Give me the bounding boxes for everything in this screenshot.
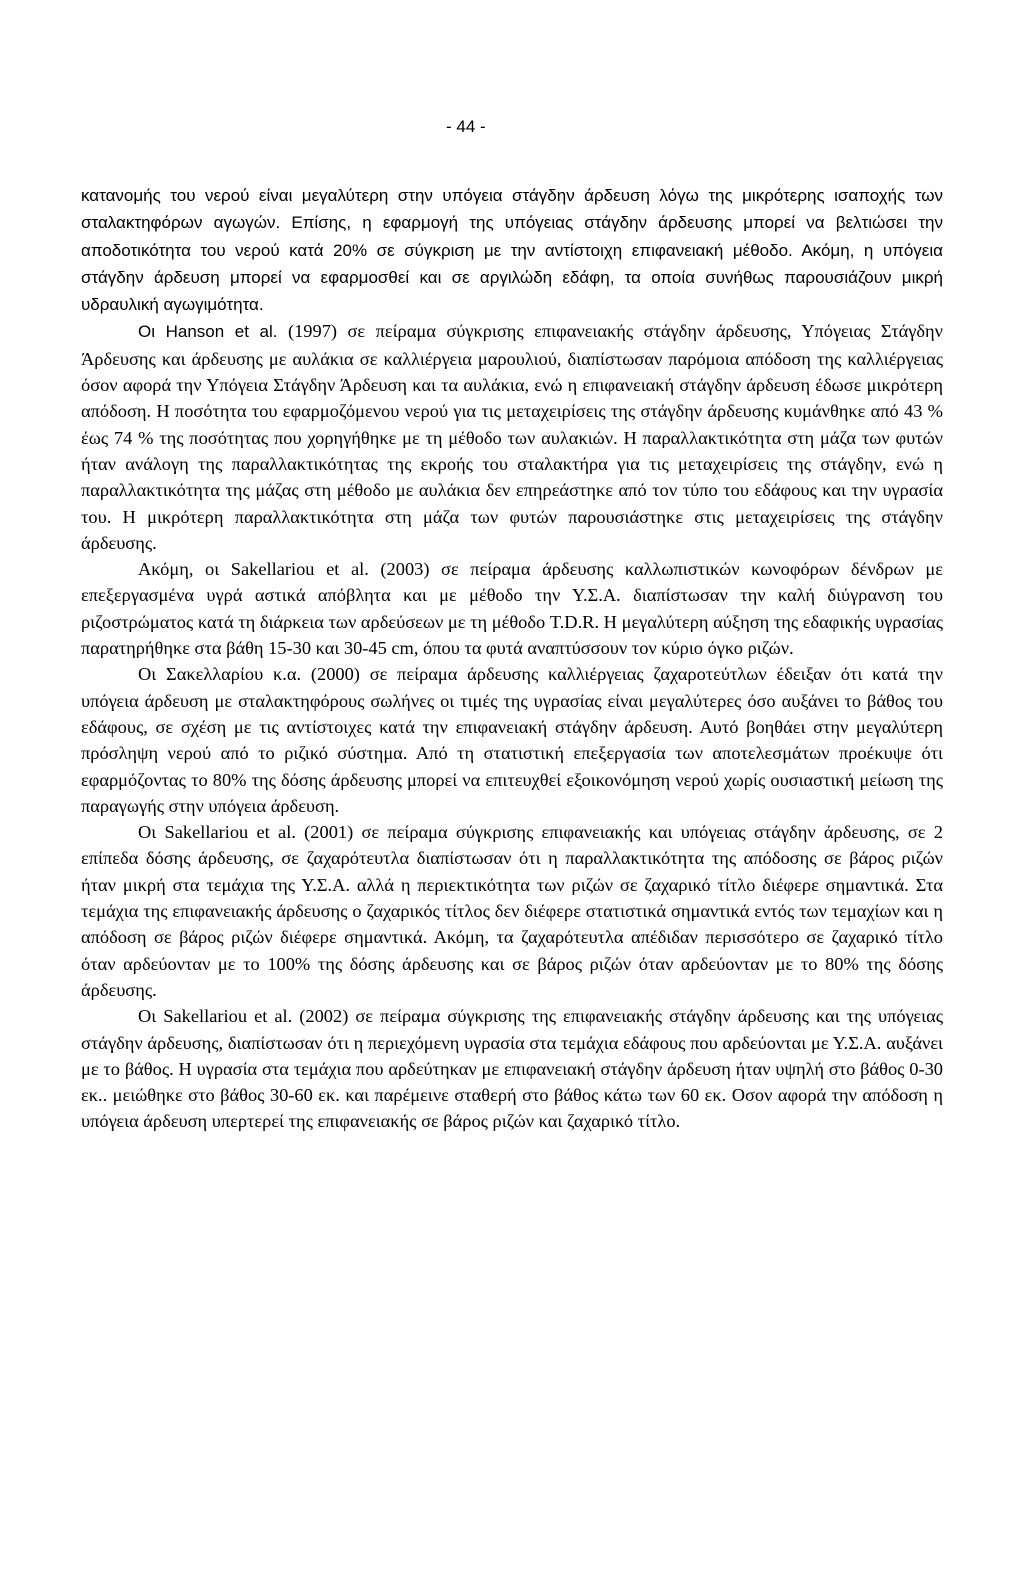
paragraph-4-text: Οι Σακελλαρίου κ.α. (2000) σε πείραμα άρδευσης καλλιέργειας ζαχαροτεύτλων έδειξαν ότι κατά την υπόγεια άρδευση με σταλακτηφόρους σωλήνες οι τιμές της υγρασίας είναι μεγαλύτερες όσο αυξάνει το βάθος του εδάφους, σε σχέση με τις αντίστοιχες κατά την επιφανειακή στάγδην άρδευση. Αυτό βοηθάει στην μεγαλύτερη πρόσληψη νερού από το ριζικό σύστημα. Από τη στατιστική επεξεργασία των αποτελεσμάτων προέκυψε ότι εφαρμόζοντας το 80% της δόσης άρδευσης μπορεί να επιτευχθεί εξοικονόμηση νερού χωρίς ουσιαστική μείωση της παραγωγής στην υπόγεια άρδευση.: [81, 664, 943, 816]
paragraph-2-lead: Οι Hanson et al.: [138, 322, 278, 342]
paragraph-2-text: (1997) σε πείραμα σύγκρισης επιφανειακής στάγδην άρδευσης, Υπόγειας Στάγδην Άρδευσης και άρδευσης με αυλάκια σε καλλιέργεια μαρουλιού, διαπίστωσαν παρόμοια απόδοση της καλλιέργειας όσον αφορά την Υπόγεια Στάγδην Άρδευση και τα αυλάκια, ενώ η επιφανειακή στάγδην άρδευση έδωσε μικρότερη απόδοση. Η ποσότητα του εφαρμοζόμενου νερού για τις μεταχειρίσεις της στάγδην άρδευσης κυμάνθηκε από 43 % έως 74 % της ποσότητας που χορηγήθηκε με τη μέθοδο των αυλακιών. Η παραλλακτικότητα στη μάζα των φυτών ήταν ανάλογη της παραλλακτικότητας της εκροής του σταλακτήρα για τις μεταχειρίσεις της στάγδην, ενώ η παραλλακτικότητα της μάζας στη μέθοδο με αυλάκια δεν επηρεάστηκε από τον τύπο του εδάφους και την υγρασία του. Η μικρότερη παραλλακτικότητα στη μάζα των φυτών παρουσιάστηκε στις μεταχειρίσεις της στάγδην άρδευσης.: [81, 321, 943, 553]
paragraph-6: [81, 1003, 943, 1134]
paragraph-1: [81, 182, 943, 318]
paragraph-3: [81, 556, 943, 661]
paragraph-4: [81, 661, 943, 819]
page-number: - 44 -: [446, 117, 486, 136]
body-text: [81, 182, 943, 1135]
paragraph-3-text: Ακόμη, οι Sakellariou et al. (2003) σε πείραμα άρδευσης καλλωπιστικών κωνοφόρων δένδρων με επεξεργασμένα υγρά αστικά απόβλητα και με μέθοδο την Υ.Σ.Α. διαπίστωσαν την καλή διύγρανση του ριζοστρώματος κατά τη διάρκεια των αρδεύσεων με τη μέθοδο T.D.R. Η μεγαλύτερη αύξηση της εδαφικής υγρασίας παρατηρήθηκε στα βάθη 15-30 και 30-45 cm, όπου τα φυτά αναπτύσσουν τον κύριο όγκο ριζών.: [81, 559, 943, 659]
paragraph-5: [81, 819, 943, 1003]
paragraph-5-text: Οι Sakellariou et al. (2001) σε πείραμα σύγκρισης επιφανειακής και υπόγειας στάγδην άρδευσης, σε 2 επίπεδα δόσης άρδευσης, σε ζαχαρότευτλα διαπίστωσαν ότι η παραλλακτικότητα της απόδοσης σε βάρος ριζών ήταν μικρή στα τεμάχια της Υ.Σ.Α. αλλά η περιεκτικότητα των ριζών σε ζαχαρικό τίτλο διέφερε σημαντικά. Στα τεμάχια της επιφανειακής άρδευσης ο ζαχαρικός τίτλος δεν διέφερε στατιστικά σημαντικά εντός των τεμαχίων και η απόδοση σε βάρος ριζών διέφερε σημαντικά. Ακόμη, τα ζαχαρότευτλα απέδιδαν περισσότερο σε ζαχαρικό τίτλο όταν αρδεύονταν με το 100% της δόσης άρδευσης και σε βάρος ριζών όταν αρδεύονταν με το 80% της δόσης άρδευσης.: [81, 822, 943, 1000]
paragraph-1-text: κατανομής του νερού είναι μεγαλύτερη στην υπόγεια στάγδην άρδευση λόγω της μικρότερης ισαποχής των σταλακτηφόρων αγωγών. Επίσης, η εφαρμογή της υπόγειας στάγδην άρδευσης μπορεί να βελτιώσει την αποδοτικότητα του νερού κατά 20% σε σύγκριση με την αντίστοιχη επιφανειακή μέθοδο. Ακόμη, η υπόγεια στάγδην άρδευση μπορεί να εφαρμοσθεί και σε αργιλώδη εδάφη, τα οποία συνήθως παρουσιάζουν μικρή υδραυλική αγωγιμότητα.: [81, 186, 943, 315]
paragraph-6-text: Οι Sakellariou et al. (2002) σε πείραμα σύγκρισης της επιφανειακής στάγδην άρδευσης και της υπόγειας στάγδην άρδευσης, διαπίστωσαν ότι η περιεχόμενη υγρασία στα τεμάχια εδάφους που αρδεύονται με Υ.Σ.Α. αυξάνει με το βάθος. Η υγρασία στα τεμάχια που αρδεύτηκαν με επιφανειακή στάγδην άρδευση ήταν υψηλή στο βάθος 0-30 εκ.. μειώθηκε στο βάθος 30-60 εκ. και παρέμεινε σταθερή στο βάθος κάτω των 60 εκ. Οσον αφορά την απόδοση η υπόγεια άρδευση υπερτερεί της επιφανειακής σε βάρος ριζών και ζαχαρικό τίτλο.: [81, 1006, 943, 1132]
paragraph-2: [81, 318, 943, 556]
